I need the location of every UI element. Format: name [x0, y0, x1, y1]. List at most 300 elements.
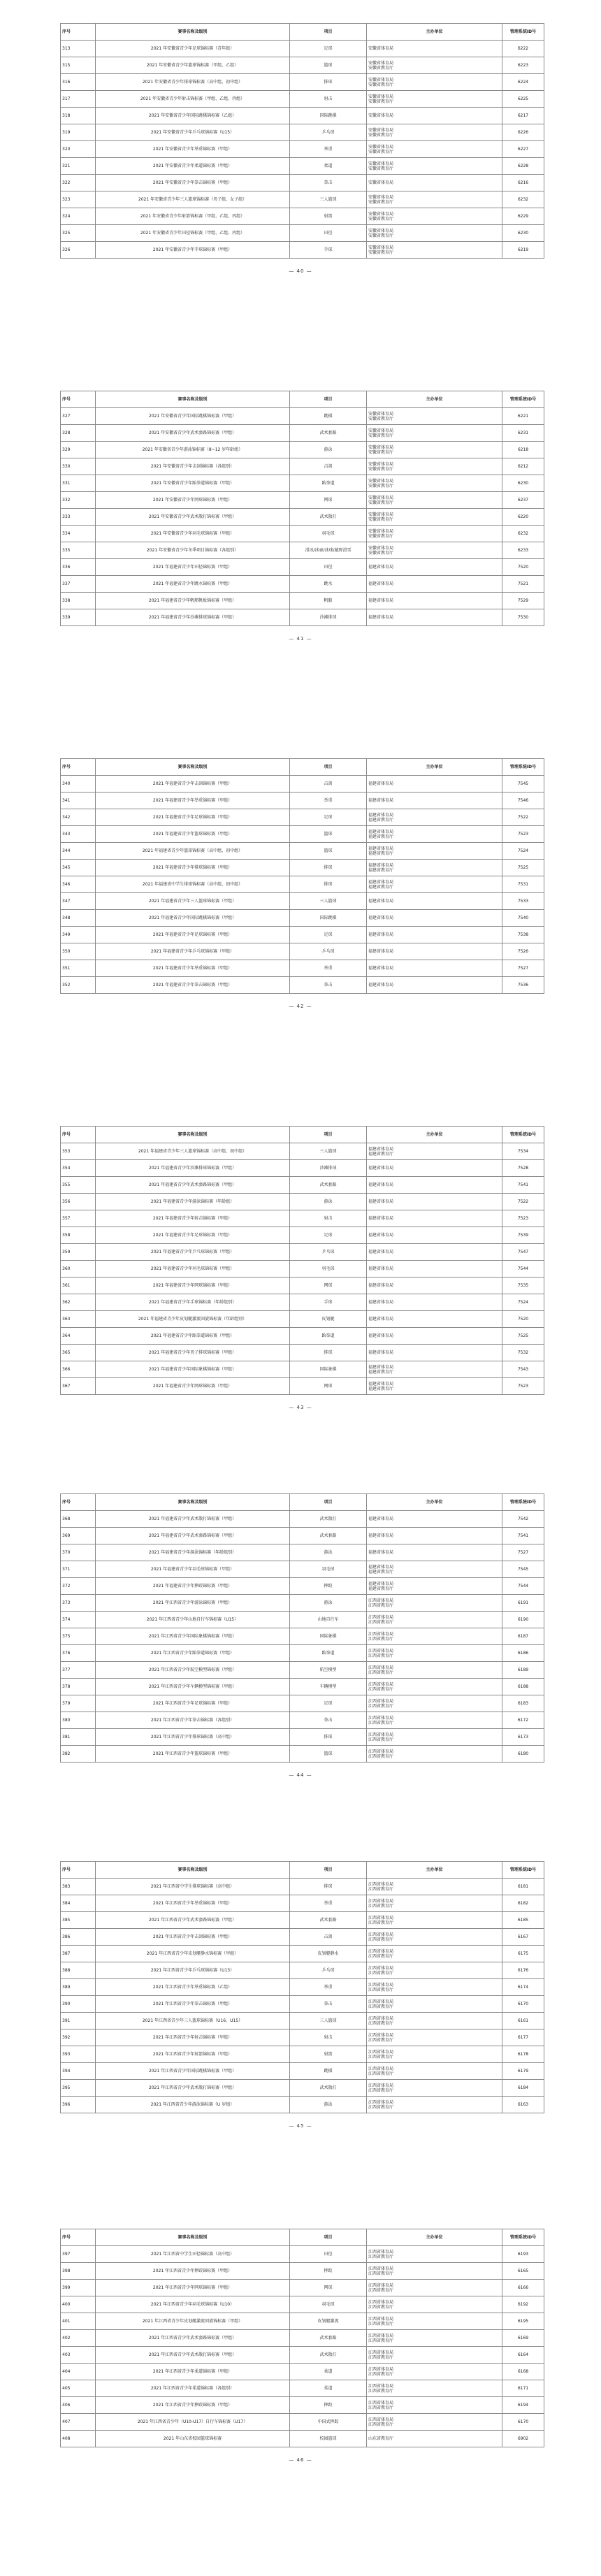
row-system-id: 7531	[502, 876, 544, 893]
table-row	[61, 2029, 544, 2046]
row-project: 排球	[290, 74, 367, 91]
table-header-row	[61, 24, 544, 41]
row-system-id: 6902	[502, 2431, 544, 2447]
row-project: 篮球	[290, 843, 367, 860]
row-event-name: 2021 年福建省青少年男子排球锦标赛（甲组）	[96, 1345, 290, 1361]
row-seq: 386	[61, 1929, 96, 1946]
table-row	[61, 793, 544, 809]
table-row	[61, 141, 544, 158]
header-system-id: 管理系统ID号	[502, 1494, 544, 1511]
table-row	[61, 1143, 544, 1160]
document-page	[0, 368, 601, 735]
row-event-name: 2021 年江西省青少年柔道锦标赛（甲组）	[96, 2364, 290, 2380]
row-event-name: 2021 年福建省青少年篮球锦标赛（高中组、初中组）	[96, 843, 290, 860]
row-system-id: 6230	[502, 475, 544, 492]
table-row	[61, 1294, 544, 1311]
row-organizer: 福建省体育局 福建省教育厅	[367, 1578, 502, 1595]
row-project: 武术套路	[290, 2330, 367, 2347]
row-system-id: 7538	[502, 927, 544, 943]
header-system-id: 管理系统ID号	[502, 391, 544, 408]
table-row	[61, 509, 544, 526]
row-seq: 316	[61, 74, 96, 91]
row-project: 沙滩排球	[290, 609, 367, 626]
table-row	[61, 1578, 544, 1595]
row-system-id: 6187	[502, 1628, 544, 1645]
row-system-id: 7520	[502, 1311, 544, 1328]
row-organizer: 安徽省体育局 安徽省教育厅	[367, 57, 502, 74]
row-seq: 368	[61, 1511, 96, 1528]
page-number: — 45 —	[289, 2123, 312, 2129]
row-project: 手球	[290, 242, 367, 259]
row-system-id: 7523	[502, 1210, 544, 1227]
table-row	[61, 2296, 544, 2313]
table-row	[61, 442, 544, 458]
row-project: 排球	[290, 860, 367, 876]
row-project: 乒乓球	[290, 943, 367, 960]
row-event-name: 2021 年福建省青少年击剑锦标赛（甲组）	[96, 776, 290, 793]
row-organizer: 江西省体育局 江西省教育厅	[367, 2313, 502, 2330]
row-event-name: 2021 年安徽省青少年武术散打锦标赛（甲组）	[96, 509, 290, 526]
row-organizer: 安徽省体育局 安徽省教育厅	[367, 509, 502, 526]
header-organizer: 主办单位	[367, 1494, 502, 1511]
row-system-id: 7521	[502, 576, 544, 593]
row-project: 击剑	[290, 776, 367, 793]
header-project: 项目	[290, 391, 367, 408]
row-project: 排球	[290, 1729, 367, 1746]
document-page	[0, 1470, 601, 1838]
row-organizer: 福建省体育局	[367, 1210, 502, 1227]
row-organizer: 福建省体育局	[367, 910, 502, 927]
row-event-name: 2021 年安徽省青少年国际跳棋锦标赛（甲组）	[96, 408, 290, 425]
row-event-name: 2021 年福建省青少年跆拳道锦标赛（甲组）	[96, 1328, 290, 1345]
row-seq: 399	[61, 2280, 96, 2296]
row-event-name: 2021 年江西省青少年羽毛球锦标赛（U10）	[96, 2296, 290, 2313]
row-organizer: 福建省体育局	[367, 793, 502, 809]
row-project: 田径	[290, 559, 367, 576]
row-organizer: 福建省体育局	[367, 1278, 502, 1294]
row-system-id: 7522	[502, 809, 544, 826]
row-seq: 322	[61, 175, 96, 191]
row-seq: 350	[61, 943, 96, 960]
table-row	[61, 425, 544, 442]
row-event-name: 2021 年江西省青少年（U10-U17）自行车锦标赛（U17）	[96, 2414, 290, 2431]
row-organizer: 江西省体育局 江西省教育厅	[367, 1979, 502, 1996]
row-system-id: 6216	[502, 175, 544, 191]
event-table	[60, 1126, 544, 1395]
row-event-name: 2021 年福建省青少年足球锦标赛（甲组）	[96, 809, 290, 826]
row-event-name: 2021 年福建省青少年沙滩排球锦标赛（甲组）	[96, 609, 290, 626]
row-event-name: 2021 年江西省青少年击剑锦标赛（甲组）	[96, 1929, 290, 1946]
row-project: 网球	[290, 2280, 367, 2296]
table-row	[61, 1929, 544, 1946]
row-event-name: 2021 年江西省青少年山地自行车锦标赛（U15）	[96, 1612, 290, 1628]
row-project: 篮球	[290, 826, 367, 843]
row-event-name: 2021 年福建省青少年三人篮球锦标赛（高中组、初中组）	[96, 1143, 290, 1160]
row-system-id: 6181	[502, 1879, 544, 1895]
row-seq: 331	[61, 475, 96, 492]
row-seq: 383	[61, 1879, 96, 1895]
header-project: 项目	[290, 2229, 367, 2246]
table-row	[61, 2046, 544, 2063]
row-system-id: 7523	[502, 826, 544, 843]
row-seq: 334	[61, 526, 96, 542]
row-project: 射箭	[290, 208, 367, 225]
row-event-name: 2021 年福建省青少年皮划艇激流回旋锦标赛（年龄组别）	[96, 1311, 290, 1328]
document-page	[0, 1103, 601, 1470]
row-organizer: 安徽省体育局	[367, 175, 502, 191]
row-event-name: 2021 年江西省青少年跆拳道锦标赛（甲组）	[96, 1645, 290, 1662]
table-row	[61, 225, 544, 242]
header-system-id: 管理系统ID号	[502, 1862, 544, 1879]
document-page	[0, 735, 601, 1103]
table-row	[61, 108, 544, 124]
row-seq: 327	[61, 408, 96, 425]
row-seq: 317	[61, 91, 96, 108]
row-seq: 373	[61, 1595, 96, 1612]
row-seq: 380	[61, 1712, 96, 1729]
row-event-name: 2021 年福建省青少年沙滩排球锦标赛（甲组）	[96, 1160, 290, 1177]
row-project: 武术套路	[290, 1177, 367, 1194]
row-seq: 356	[61, 1194, 96, 1210]
row-system-id: 7524	[502, 843, 544, 860]
table-row	[61, 1612, 544, 1628]
header-project: 项目	[290, 24, 367, 41]
row-seq: 393	[61, 2046, 96, 2063]
row-project: 举重	[290, 141, 367, 158]
row-event-name: 2021 年安徽省青少年射击锦标赛（甲组、乙组、丙组）	[96, 91, 290, 108]
row-organizer: 安徽省体育局 安徽省教育厅	[367, 158, 502, 175]
row-seq: 401	[61, 2313, 96, 2330]
table-row	[61, 1227, 544, 1244]
row-project: 网球	[290, 1278, 367, 1294]
table-row	[61, 158, 544, 175]
row-organizer: 江西省体育局 江西省教育厅	[367, 1912, 502, 1929]
table-row	[61, 927, 544, 943]
row-project: 三人篮球	[290, 2013, 367, 2029]
row-seq: 344	[61, 843, 96, 860]
row-event-name: 2021 年江西省青少年武术散打锦标赛（甲组）	[96, 2080, 290, 2097]
row-event-name: 2021 年安徽省青少年三人篮球锦标赛（男子组、女子组）	[96, 191, 290, 208]
row-event-name: 2021 年江西省青少年拳击锦标赛（各组别）	[96, 1712, 290, 1729]
row-project: 网球	[290, 492, 367, 509]
row-seq: 320	[61, 141, 96, 158]
row-organizer: 安徽省体育局 安徽省教育厅	[367, 191, 502, 208]
row-organizer: 江西省体育局 江西省教育厅	[367, 1746, 502, 1763]
row-event-name: 2021 年福建省青少年武术套路锦标赛（甲组）	[96, 1528, 290, 1544]
row-project: 篮球	[290, 1746, 367, 1763]
row-event-name: 2021 年安徽省青少年拳击锦标赛（甲组）	[96, 175, 290, 191]
row-seq: 390	[61, 1996, 96, 2013]
row-seq: 360	[61, 1261, 96, 1278]
table-row	[61, 1278, 544, 1294]
row-event-name: 2021 年福建省青少年篮球锦标赛（甲组）	[96, 826, 290, 843]
row-seq: 367	[61, 1378, 96, 1395]
row-seq: 395	[61, 2080, 96, 2097]
row-event-name: 2021 年福建省青少年手球锦标赛（年龄组别）	[96, 1294, 290, 1311]
row-seq: 408	[61, 2431, 96, 2447]
row-system-id: 6225	[502, 91, 544, 108]
row-seq: 405	[61, 2380, 96, 2397]
row-project: 羽毛球	[290, 526, 367, 542]
row-organizer: 福建省体育局	[367, 776, 502, 793]
row-seq: 388	[61, 1962, 96, 1979]
row-system-id: 7533	[502, 893, 544, 910]
row-system-id: 6188	[502, 1679, 544, 1695]
row-organizer: 福建省体育局	[367, 977, 502, 994]
table-header-row	[61, 2229, 544, 2246]
row-event-name: 2021 年江西省青少年皮划艇激流回旋锦标赛（甲组）	[96, 2313, 290, 2330]
event-table	[60, 391, 544, 626]
row-project: 三人篮球	[290, 1143, 367, 1160]
row-event-name: 2021 年安徽省青少年击剑锦标赛（各组别）	[96, 458, 290, 475]
row-seq: 372	[61, 1578, 96, 1595]
row-project: 射击	[290, 2029, 367, 2046]
header-project: 项目	[290, 1862, 367, 1879]
row-system-id: 7523	[502, 1378, 544, 1395]
row-seq: 332	[61, 492, 96, 509]
row-project: 游泳	[290, 1194, 367, 1210]
row-event-name: 2021 年福建省青少年举重锦标赛（甲组）	[96, 960, 290, 977]
row-system-id: 6218	[502, 442, 544, 458]
row-project: 乒乓球	[290, 1244, 367, 1261]
row-event-name: 2021 年江西省青少年摔跤锦标赛（甲组）	[96, 2397, 290, 2414]
page-number: — 41 —	[289, 636, 312, 642]
row-event-name: 2021 年江西省青少年乒乓球锦标赛（U13）	[96, 1962, 290, 1979]
page-number: — 46 —	[289, 2457, 312, 2463]
row-event-name: 2021 年江西省青少年足球锦标赛（甲组）	[96, 1695, 290, 1712]
row-system-id: 6226	[502, 124, 544, 141]
table-row	[61, 2080, 544, 2097]
row-organizer: 江西省体育局 江西省教育厅	[367, 2029, 502, 2046]
row-project: 国际象棋	[290, 1361, 367, 1378]
page-number: — 44 —	[289, 1772, 312, 1778]
row-project: 击剑	[290, 1929, 367, 1946]
header-project: 项目	[290, 759, 367, 776]
row-seq: 324	[61, 208, 96, 225]
table-header-row	[61, 391, 544, 408]
row-event-name: 2021 年福建省青少年国际象棋锦标赛（甲组）	[96, 1361, 290, 1378]
row-seq: 363	[61, 1311, 96, 1328]
table-row	[61, 542, 544, 559]
row-project: 跆拳道	[290, 1645, 367, 1662]
table-row	[61, 41, 544, 57]
row-event-name: 2021 年江西省青少年排球锦标赛（高中组）	[96, 1729, 290, 1746]
table-row	[61, 2246, 544, 2263]
row-organizer: 福建省体育局 福建省教育厅	[367, 876, 502, 893]
header-system-id: 管理系统ID号	[502, 2229, 544, 2246]
table-row	[61, 1996, 544, 2013]
header-event-name: 赛事名称及级别	[96, 2229, 290, 2246]
row-system-id: 6230	[502, 225, 544, 242]
table-row	[61, 776, 544, 793]
row-organizer: 安徽省体育局 安徽省教育厅	[367, 141, 502, 158]
row-project: 手球	[290, 1294, 367, 1311]
row-seq: 326	[61, 242, 96, 259]
row-system-id: 6167	[502, 1929, 544, 1946]
row-seq: 391	[61, 2013, 96, 2029]
row-system-id: 6195	[502, 2313, 544, 2330]
row-system-id: 6164	[502, 2347, 544, 2364]
row-organizer: 福建省体育局 福建省教育厅	[367, 826, 502, 843]
row-organizer: 安徽省体育局 安徽省教育厅	[367, 208, 502, 225]
row-system-id: 6186	[502, 1645, 544, 1662]
row-organizer: 福建省体育局	[367, 1194, 502, 1210]
row-project: 三人篮球	[290, 191, 367, 208]
table-row	[61, 1662, 544, 1679]
row-event-name: 2021 年福建省青少年摔跤锦标赛（甲组）	[96, 1578, 290, 1595]
row-project: 武术散打	[290, 509, 367, 526]
row-organizer: 福建省体育局 福建省教育厅	[367, 1361, 502, 1378]
row-project: 排球	[290, 1879, 367, 1895]
row-project: 皮划艇	[290, 1311, 367, 1328]
row-seq: 343	[61, 826, 96, 843]
row-project: 国际象棋	[290, 1628, 367, 1645]
row-organizer: 江西省体育局 江西省教育厅	[367, 2280, 502, 2296]
row-organizer: 福建省体育局	[367, 1528, 502, 1544]
row-project: 校园篮球	[290, 2431, 367, 2447]
row-project: 跆拳道	[290, 1328, 367, 1345]
table-row	[61, 74, 544, 91]
header-event-name: 赛事名称及级别	[96, 759, 290, 776]
table-row	[61, 843, 544, 860]
row-event-name: 2021 年江西省青少年射箭锦标赛（甲组）	[96, 2046, 290, 2063]
table-row	[61, 809, 544, 826]
table-row	[61, 1628, 544, 1645]
row-event-name: 2021 年福建省青少年乒乓球锦标赛（甲组）	[96, 943, 290, 960]
row-project: 航空模型	[290, 1662, 367, 1679]
table-row	[61, 1544, 544, 1561]
header-system-id: 管理系统ID号	[502, 759, 544, 776]
row-seq: 365	[61, 1345, 96, 1361]
row-organizer: 江西省体育局 江西省教育厅	[367, 2097, 502, 2113]
header-event-name: 赛事名称及级别	[96, 391, 290, 408]
row-system-id: 6192	[502, 2296, 544, 2313]
row-project: 拳击	[290, 977, 367, 994]
row-seq: 358	[61, 1227, 96, 1244]
row-project: 帆船	[290, 593, 367, 609]
row-system-id: 6219	[502, 242, 544, 259]
row-event-name: 2021 年安徽省青少年篮球锦标赛（甲组、乙组）	[96, 57, 290, 74]
header-organizer: 主办单位	[367, 24, 502, 41]
event-table	[60, 23, 544, 259]
row-system-id: 7522	[502, 1194, 544, 1210]
row-event-name: 2021 年江西省青少年举重锦标赛（乙组）	[96, 1979, 290, 1996]
row-event-name: 2021 年福建省青少年足球锦标赛（甲组）	[96, 927, 290, 943]
row-organizer: 安徽省体育局 安徽省教育厅	[367, 242, 502, 259]
row-system-id: 6228	[502, 158, 544, 175]
row-organizer: 安徽省体育局 安徽省教育厅	[367, 526, 502, 542]
row-system-id: 6174	[502, 1979, 544, 1996]
row-system-id: 6184	[502, 2080, 544, 2097]
table-row	[61, 1528, 544, 1544]
event-table	[60, 2229, 544, 2447]
row-seq: 348	[61, 910, 96, 927]
row-seq: 374	[61, 1612, 96, 1628]
row-organizer: 福建省体育局	[367, 1544, 502, 1561]
row-event-name: 2021 年安徽省青少年羽毛球锦标赛（甲组）	[96, 526, 290, 542]
event-table	[60, 1861, 544, 2113]
row-system-id: 7527	[502, 1544, 544, 1561]
row-project: 山地自行车	[290, 1612, 367, 1628]
row-seq: 353	[61, 1143, 96, 1160]
row-project: 田径	[290, 225, 367, 242]
row-event-name: 2021 年安徽省青少年足球锦标赛（青年组）	[96, 41, 290, 57]
row-organizer: 江西省体育局 江西省教育厅	[367, 2414, 502, 2431]
row-seq: 369	[61, 1528, 96, 1544]
row-organizer: 福建省体育局 福建省教育厅	[367, 809, 502, 826]
table-header-row	[61, 1862, 544, 1879]
row-event-name: 2021 年福建省青少年足球锦标赛（甲组）	[96, 1227, 290, 1244]
row-organizer: 江西省体育局 江西省教育厅	[367, 1679, 502, 1695]
row-seq: 339	[61, 609, 96, 626]
row-seq: 387	[61, 1946, 96, 1962]
table-row	[61, 458, 544, 475]
row-system-id: 7534	[502, 1143, 544, 1160]
header-event-name: 赛事名称及级别	[96, 24, 290, 41]
row-seq: 382	[61, 1746, 96, 1763]
header-seq: 序号	[61, 759, 96, 776]
row-seq: 328	[61, 425, 96, 442]
row-seq: 345	[61, 860, 96, 876]
table-row	[61, 1194, 544, 1210]
row-event-name: 2021 年福建省青少年游泳锦标赛（年龄组）	[96, 1194, 290, 1210]
row-system-id: 7541	[502, 1528, 544, 1544]
row-seq: 355	[61, 1177, 96, 1194]
row-project: 摔跤	[290, 2397, 367, 2414]
row-organizer: 安徽省体育局	[367, 41, 502, 57]
row-organizer: 江西省体育局 江西省教育厅	[367, 1645, 502, 1662]
row-seq: 392	[61, 2029, 96, 2046]
row-project: 拳击	[290, 1712, 367, 1729]
row-project: 排球	[290, 1345, 367, 1361]
row-seq: 323	[61, 191, 96, 208]
table-row	[61, 408, 544, 425]
row-organizer: 江西省体育局 江西省教育厅	[367, 2380, 502, 2397]
row-organizer: 江西省体育局 江西省教育厅	[367, 2080, 502, 2097]
document-page	[0, 1838, 601, 2206]
row-project: 柔道	[290, 158, 367, 175]
row-project: 排球	[290, 876, 367, 893]
row-system-id: 6175	[502, 1946, 544, 1962]
row-seq: 315	[61, 57, 96, 74]
page-number: — 40 —	[289, 268, 312, 274]
header-seq: 序号	[61, 1127, 96, 1143]
header-event-name: 赛事名称及级别	[96, 1862, 290, 1879]
row-project: 武术散打	[290, 1511, 367, 1528]
table-row	[61, 242, 544, 259]
table-row	[61, 1645, 544, 1662]
row-organizer: 江西省体育局 江西省教育厅	[367, 2364, 502, 2380]
row-event-name: 2021 年江西省青少年网球锦标赛（甲组）	[96, 2280, 290, 2296]
row-organizer: 福建省体育局	[367, 559, 502, 576]
header-seq: 序号	[61, 2229, 96, 2246]
row-system-id: 6233	[502, 542, 544, 559]
row-event-name: 2021 年安徽省青少年国际跳棋锦标赛（乙组）	[96, 108, 290, 124]
row-organizer: 安徽省体育局 安徽省教育厅	[367, 542, 502, 559]
row-seq: 319	[61, 124, 96, 141]
row-organizer: 福建省体育局	[367, 1160, 502, 1177]
row-project: 击剑	[290, 458, 367, 475]
table-row	[61, 893, 544, 910]
row-system-id: 6221	[502, 408, 544, 425]
table-row	[61, 2397, 544, 2414]
row-seq: 381	[61, 1729, 96, 1746]
row-seq: 349	[61, 927, 96, 943]
row-event-name: 2021 年江西省青少年游泳锦标赛（甲组）	[96, 1595, 290, 1612]
row-event-name: 2021 年江西省青少年篮球锦标赛（甲组）	[96, 1746, 290, 1763]
table-row	[61, 475, 544, 492]
row-system-id: 7544	[502, 1578, 544, 1595]
